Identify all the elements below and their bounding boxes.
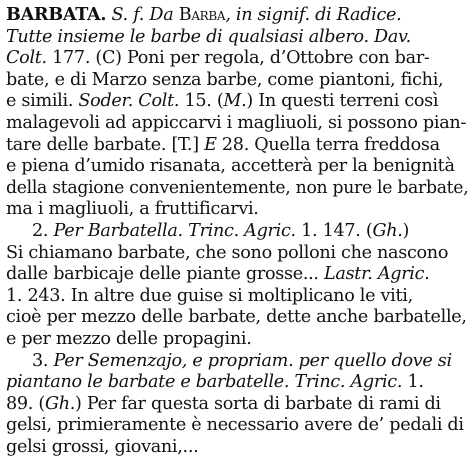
sense-number: 3.: [32, 350, 54, 371]
definition-run: , in signif. di Radice.: [225, 5, 402, 25]
text-run: Si chiamano barbate, che sono polloni che nascono: [6, 242, 449, 263]
citation-run: Colt.: [6, 48, 47, 69]
text-run: 15. (: [179, 91, 224, 112]
entry-line-4: [6, 70, 468, 92]
text-run: della stagione convenientemente, non pure le barbate,: [6, 177, 469, 198]
sense-2-line-6: [6, 329, 468, 351]
text-run: e per mezzo delle propagini.: [6, 328, 252, 349]
sense-3-line-3: [6, 394, 468, 416]
sense-3-line-4: [6, 415, 468, 437]
entry-line-5: [6, 91, 468, 113]
text-run: 1.: [402, 372, 424, 393]
sense-3-line-5: [6, 437, 468, 458]
text-run: 1. 147. (: [295, 220, 373, 241]
text-run: ) Per far questa sorta di barbate di rami di: [75, 393, 441, 414]
sense-2-line-3: [6, 264, 468, 286]
definition-run: S. f. Da: [111, 5, 179, 25]
entry-line-8: [6, 156, 468, 178]
text-run: cioè per mezzo delle barbate, dette anche barbatelle,: [6, 307, 467, 328]
dictionary-entry: [6, 4, 468, 458]
text-run: ): [402, 220, 410, 241]
entry-line-9: [6, 177, 469, 200]
sense-2-line-1: [6, 221, 468, 243]
text-run: 1. 243. In altre due guise si moltiplicano le viti,: [6, 285, 413, 306]
citation-run: Gh.: [44, 393, 76, 414]
text-run: e simili.: [6, 91, 79, 112]
text-run: gelsi, primieramente è necessario avere de’ pedali di: [6, 415, 464, 436]
sense-number: 2.: [32, 220, 54, 241]
sense-3-line-1: [6, 351, 468, 373]
etymon-run: Barba: [178, 5, 226, 25]
entry-line-10: [6, 199, 468, 221]
entry-line-7: [6, 135, 468, 157]
text-run: gelsi grossi, giovani,...: [6, 436, 199, 457]
entry-line-3: [6, 48, 468, 70]
sense-2-line-2: [6, 243, 468, 265]
headword: BARBATA.: [6, 4, 107, 25]
citation-run: M.: [223, 91, 247, 112]
text-run: 28. Quella terra freddosa: [216, 134, 440, 155]
citation-run: Gh.: [372, 220, 403, 241]
definition-run: Tutte insieme le barbe di qualsiasi albero. Dav.: [6, 26, 411, 47]
text-run: 177. (C) Poni per regola, d’Ottobre con bar-: [46, 48, 430, 69]
sense-2-line-5: [6, 307, 468, 329]
citation-run: Lastr. Agric.: [324, 264, 430, 285]
entry-line-6: [6, 113, 468, 135]
text-run: dalle barbicaje delle piante grosse...: [6, 264, 324, 285]
sense-2-line-4: [6, 286, 468, 308]
text-run: malagevoli ad appiccarvi i magliuoli, si possono pian-: [6, 112, 467, 133]
text-run: tare delle barbate. [T.]: [6, 134, 205, 155]
definition-run: Per Barbatella. Trinc. Agric.: [53, 220, 296, 241]
sense-3-line-2: [6, 372, 468, 394]
definition-run: piantano le barbate e barbatelle. Trinc. Agric.: [6, 372, 403, 393]
text-run: ma i magliuoli, a fruttificarvi.: [6, 199, 259, 220]
entry-line-1: [6, 4, 468, 27]
definition-run: Per Semenzajo, e propriam. per quello dove si: [53, 350, 452, 371]
citation-run: Soder. Colt.: [78, 91, 180, 112]
entry-line-2: [6, 27, 468, 49]
text-run: ) In questi terreni così: [246, 91, 439, 112]
text-run: bate, e di Marzo senza barbe, come piantoni, fichi,: [6, 69, 444, 90]
citation-run: E: [204, 134, 217, 155]
text-run: e piena d’umido risanata, accetterà per la benignità: [6, 156, 455, 177]
text-run: 89. (: [6, 393, 45, 414]
